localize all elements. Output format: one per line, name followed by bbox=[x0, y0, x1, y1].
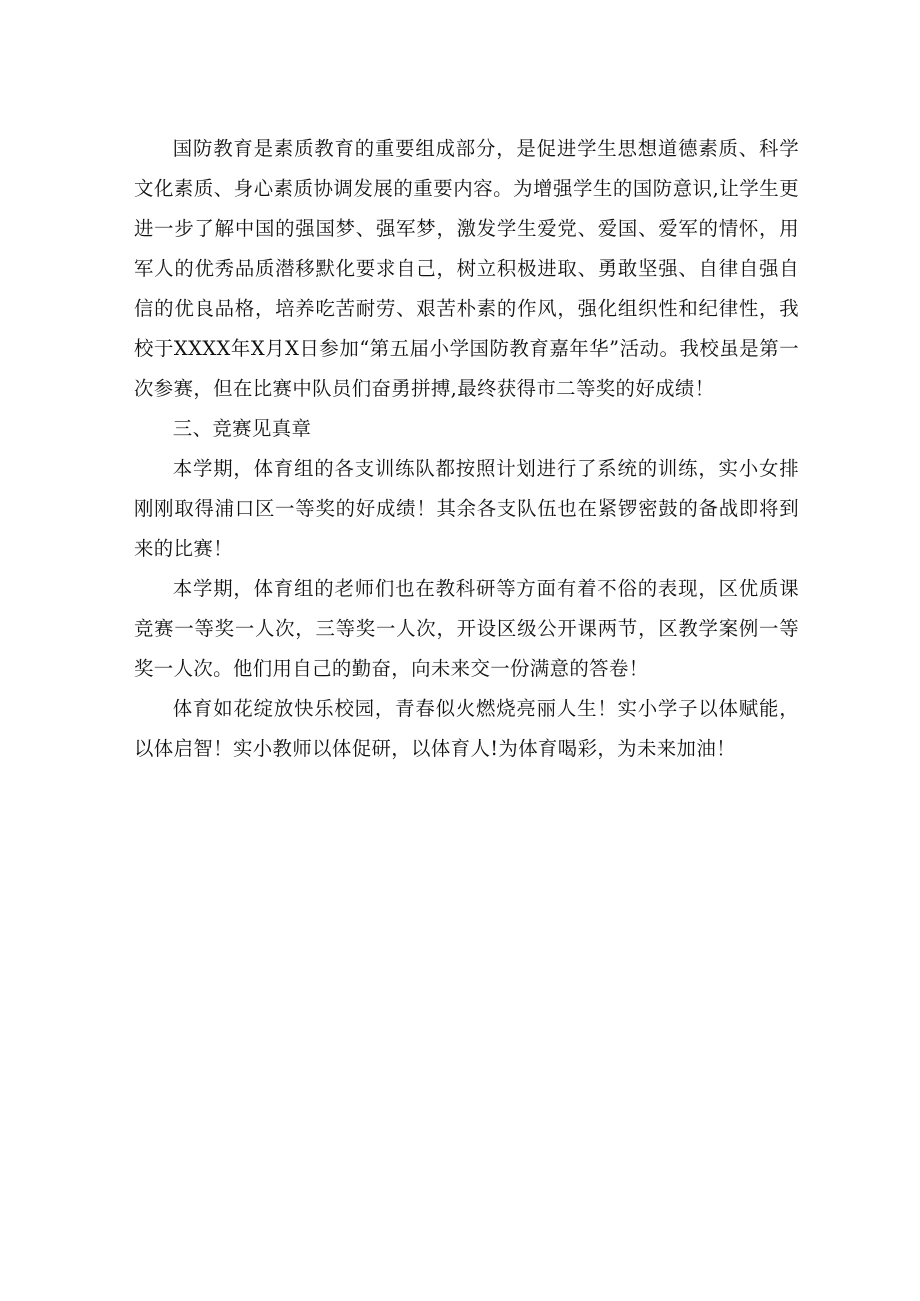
paragraph-closing: 体育如花绽放快乐校园，青春似火燃烧亮丽人生！实小学子以体赋能，以体启智！实小教师以体促研，以体育人!为体育喝彩，为未来加油！ bbox=[134, 697, 799, 760]
paragraph-teacher-achievements: 本学期，体育组的老师们也在教科研等方面有着不俗的表现，区优质课竞赛一等奖一人次，三等奖一人次，开设区级公开课两节，区教学案例一等奖一人次。他们用自己的勤奋，向未来交一份满意的答卷！ bbox=[134, 577, 799, 680]
paragraph-training-teams: 本学期，体育组的各支训练队都按照计划进行了系统的训练，实小女排刚刚取得浦口区一等奖的好成绩！其余各支队伍也在紧锣密鼓的备战即将到来的比赛！ bbox=[134, 457, 799, 560]
document-body bbox=[134, 129, 799, 769]
section-heading-competition: 三、竞赛见真章 bbox=[172, 417, 312, 440]
paragraph-national-defense: 国防教育是素质教育的重要组成部分，是促进学生思想道德素质、科学文化素质、身心素质协调发展的重要内容。为增强学生的国防意识,让学生更进一步了解中国的强国梦、强军梦，激发学生爱党、爱国、爱军的情怀，用军人的优秀品质潜移默化要求自己，树立积极进取、勇敢坚强、自律自强自信的优良品格，培养吃苦耐劳、艰苦朴素的作风，强化组织性和纪律性，我校于XXXX年X月X日参加“第五届小学国防教育嘉年华”活动。我校虽是第一次参赛，但在比赛中队员们奋勇拼搏,最终获得市二等奖的好成绩！ bbox=[134, 137, 799, 400]
